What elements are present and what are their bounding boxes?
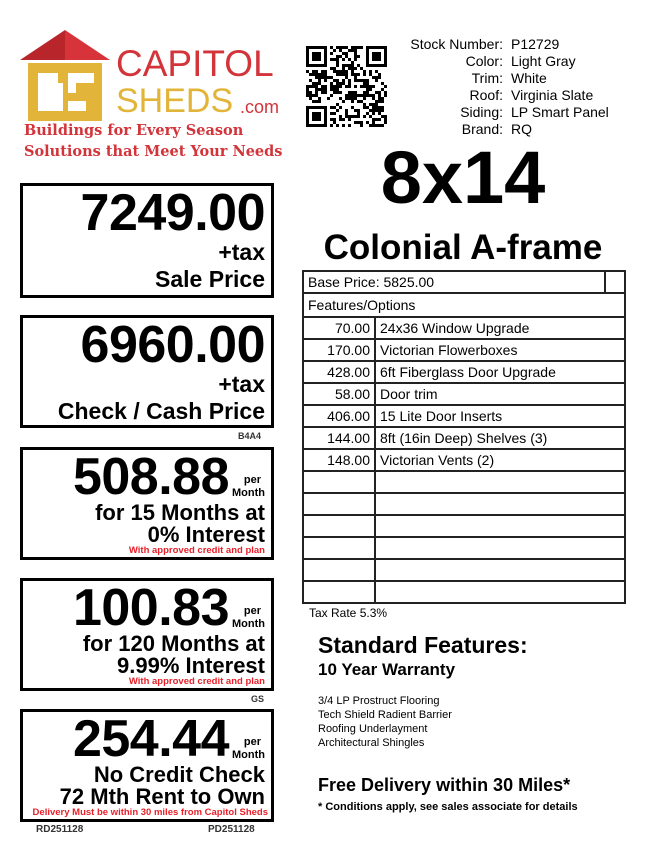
finance-120-term: for 120 Months at	[82, 631, 265, 656]
option-row	[303, 317, 625, 339]
delivery-note: * Conditions apply, see sales associate for details	[318, 801, 578, 813]
month-label: Month	[232, 487, 265, 499]
info-value: LP Smart Panel	[511, 104, 609, 120]
logo-domain: .com	[240, 97, 280, 117]
finance-120-note: With approved credit and plan	[128, 676, 265, 687]
per-label: per	[243, 736, 261, 748]
cash-price-amount: 6960.00	[80, 316, 265, 374]
option-amount	[303, 537, 375, 559]
base-price-row	[303, 271, 625, 293]
sale-price-box	[20, 183, 274, 298]
option-row	[303, 361, 625, 383]
month-label: Month	[232, 749, 265, 761]
info-label: Siding:	[460, 104, 503, 120]
info-label: Roof:	[469, 87, 503, 103]
rto-note: Delivery Must be within 30 miles from Capitol Sheds	[32, 807, 268, 818]
finance-120-rate: 9.99% Interest	[117, 653, 265, 678]
finance-15-term: for 15 Months at	[95, 500, 265, 525]
info-row	[395, 36, 655, 53]
option-amount: 144.00	[303, 427, 375, 449]
cash-price-box	[20, 315, 274, 428]
delivery-title: Free Delivery within 30 Miles*	[318, 775, 571, 795]
standard-feature-item: Architectural Shingles	[318, 737, 425, 749]
finance-15-per-month	[232, 474, 265, 500]
warranty: 10 Year Warranty	[318, 660, 456, 679]
option-row	[303, 493, 625, 515]
info-row	[395, 53, 655, 70]
rto-code-right: PD251128	[208, 824, 255, 835]
option-description	[375, 581, 625, 603]
info-value: White	[511, 70, 547, 86]
option-description: Victorian Vents (2)	[375, 449, 625, 471]
option-row	[303, 383, 625, 405]
per-label: per	[243, 474, 261, 486]
standard-feature-item: Roofing Underlayment	[318, 723, 428, 735]
option-description: 6ft Fiberglass Door Upgrade	[375, 361, 625, 383]
option-description: 15 Lite Door Inserts	[375, 405, 625, 427]
logo-name-capitol: CAPITOL	[116, 43, 274, 84]
building-size: 8x14	[380, 136, 546, 219]
finance-15-rate: 0% Interest	[147, 522, 265, 547]
qr-code-icon	[306, 46, 387, 127]
info-label: Stock Number:	[410, 36, 503, 52]
option-description: Victorian Flowerboxes	[375, 339, 625, 361]
finance-120-amount: 100.83	[72, 579, 229, 637]
option-row	[303, 339, 625, 361]
standard-features-list	[318, 694, 452, 750]
finance-120-code: GS	[251, 694, 265, 704]
per-label: per	[243, 605, 261, 617]
standard-feature-item: Tech Shield Radient Barrier	[318, 709, 452, 721]
tax-rate: Tax Rate 5.3%	[309, 606, 388, 620]
option-row	[303, 515, 625, 537]
house-logo-icon	[20, 28, 110, 123]
rto-code-left: RD251128	[36, 824, 84, 835]
logo-name-sheds: SHEDS	[116, 82, 234, 120]
option-amount	[303, 515, 375, 537]
option-description	[375, 471, 625, 493]
info-row	[395, 70, 655, 87]
info-value: P12729	[511, 36, 560, 52]
info-row	[395, 104, 655, 121]
base-price-text: Base Price: 5825.00	[308, 274, 435, 290]
sale-price-amount: 7249.00	[80, 184, 265, 242]
month-label: Month	[232, 618, 265, 630]
cash-code: B4A4	[238, 431, 262, 441]
option-amount: 428.00	[303, 361, 375, 383]
finance-15-note: With approved credit and plan	[128, 545, 265, 556]
rto-amount: 254.44	[72, 710, 229, 768]
option-amount	[303, 581, 375, 603]
tagline-2: Solutions that Meet Your Needs	[24, 143, 283, 160]
sale-price-label: Sale Price	[155, 266, 265, 292]
finance-15-box	[20, 447, 274, 560]
info-label: Trim:	[471, 70, 503, 86]
cash-price-label: Check / Cash Price	[57, 398, 265, 424]
option-row	[303, 427, 625, 449]
option-description	[375, 515, 625, 537]
info-label: Color:	[465, 53, 503, 69]
option-amount	[303, 471, 375, 493]
rto-per-month	[232, 736, 265, 762]
building-model: Colonial A-frame	[323, 228, 603, 267]
info-row	[395, 87, 655, 104]
option-description: 8ft (16in Deep) Shelves (3)	[375, 427, 625, 449]
standard-feature-item: 3/4 LP Prostruct Flooring	[318, 695, 440, 707]
option-description: 24x36 Window Upgrade	[375, 317, 625, 339]
options-table	[302, 270, 626, 604]
features-header-row	[303, 293, 625, 317]
finance-15-amount: 508.88	[72, 448, 229, 506]
features-header: Features/Options	[303, 293, 625, 317]
option-amount: 170.00	[303, 339, 375, 361]
option-description: Door trim	[375, 383, 625, 405]
finance-120-box	[20, 578, 274, 691]
option-amount: 406.00	[303, 405, 375, 427]
option-row	[303, 471, 625, 493]
option-row	[303, 581, 625, 603]
option-amount	[303, 559, 375, 581]
option-description	[375, 493, 625, 515]
tagline-1: Buildings for Every Season	[24, 122, 244, 139]
option-row	[303, 405, 625, 427]
finance-120-per-month	[232, 605, 265, 631]
option-row	[303, 449, 625, 471]
standard-features-title: Standard Features:	[318, 632, 528, 658]
rto-no-credit: No Credit Check	[93, 762, 265, 787]
rto-term: 72 Mth Rent to Own	[59, 784, 265, 809]
info-label: Brand:	[461, 121, 503, 137]
rent-to-own-box	[20, 709, 274, 822]
info-value: RQ	[511, 121, 532, 137]
capitol-sheds-logo	[20, 28, 290, 123]
info-value: Virginia Slate	[511, 87, 594, 103]
option-description	[375, 537, 625, 559]
cash-price-tax: +tax	[218, 371, 265, 397]
option-amount: 58.00	[303, 383, 375, 405]
sale-price-tax: +tax	[218, 239, 265, 265]
option-row	[303, 537, 625, 559]
option-amount: 148.00	[303, 449, 375, 471]
base-price	[303, 271, 625, 293]
option-amount: 70.00	[303, 317, 375, 339]
option-row	[303, 559, 625, 581]
base-price-box	[604, 272, 624, 292]
option-amount	[303, 493, 375, 515]
option-description	[375, 559, 625, 581]
info-value: Light Gray	[511, 53, 576, 69]
